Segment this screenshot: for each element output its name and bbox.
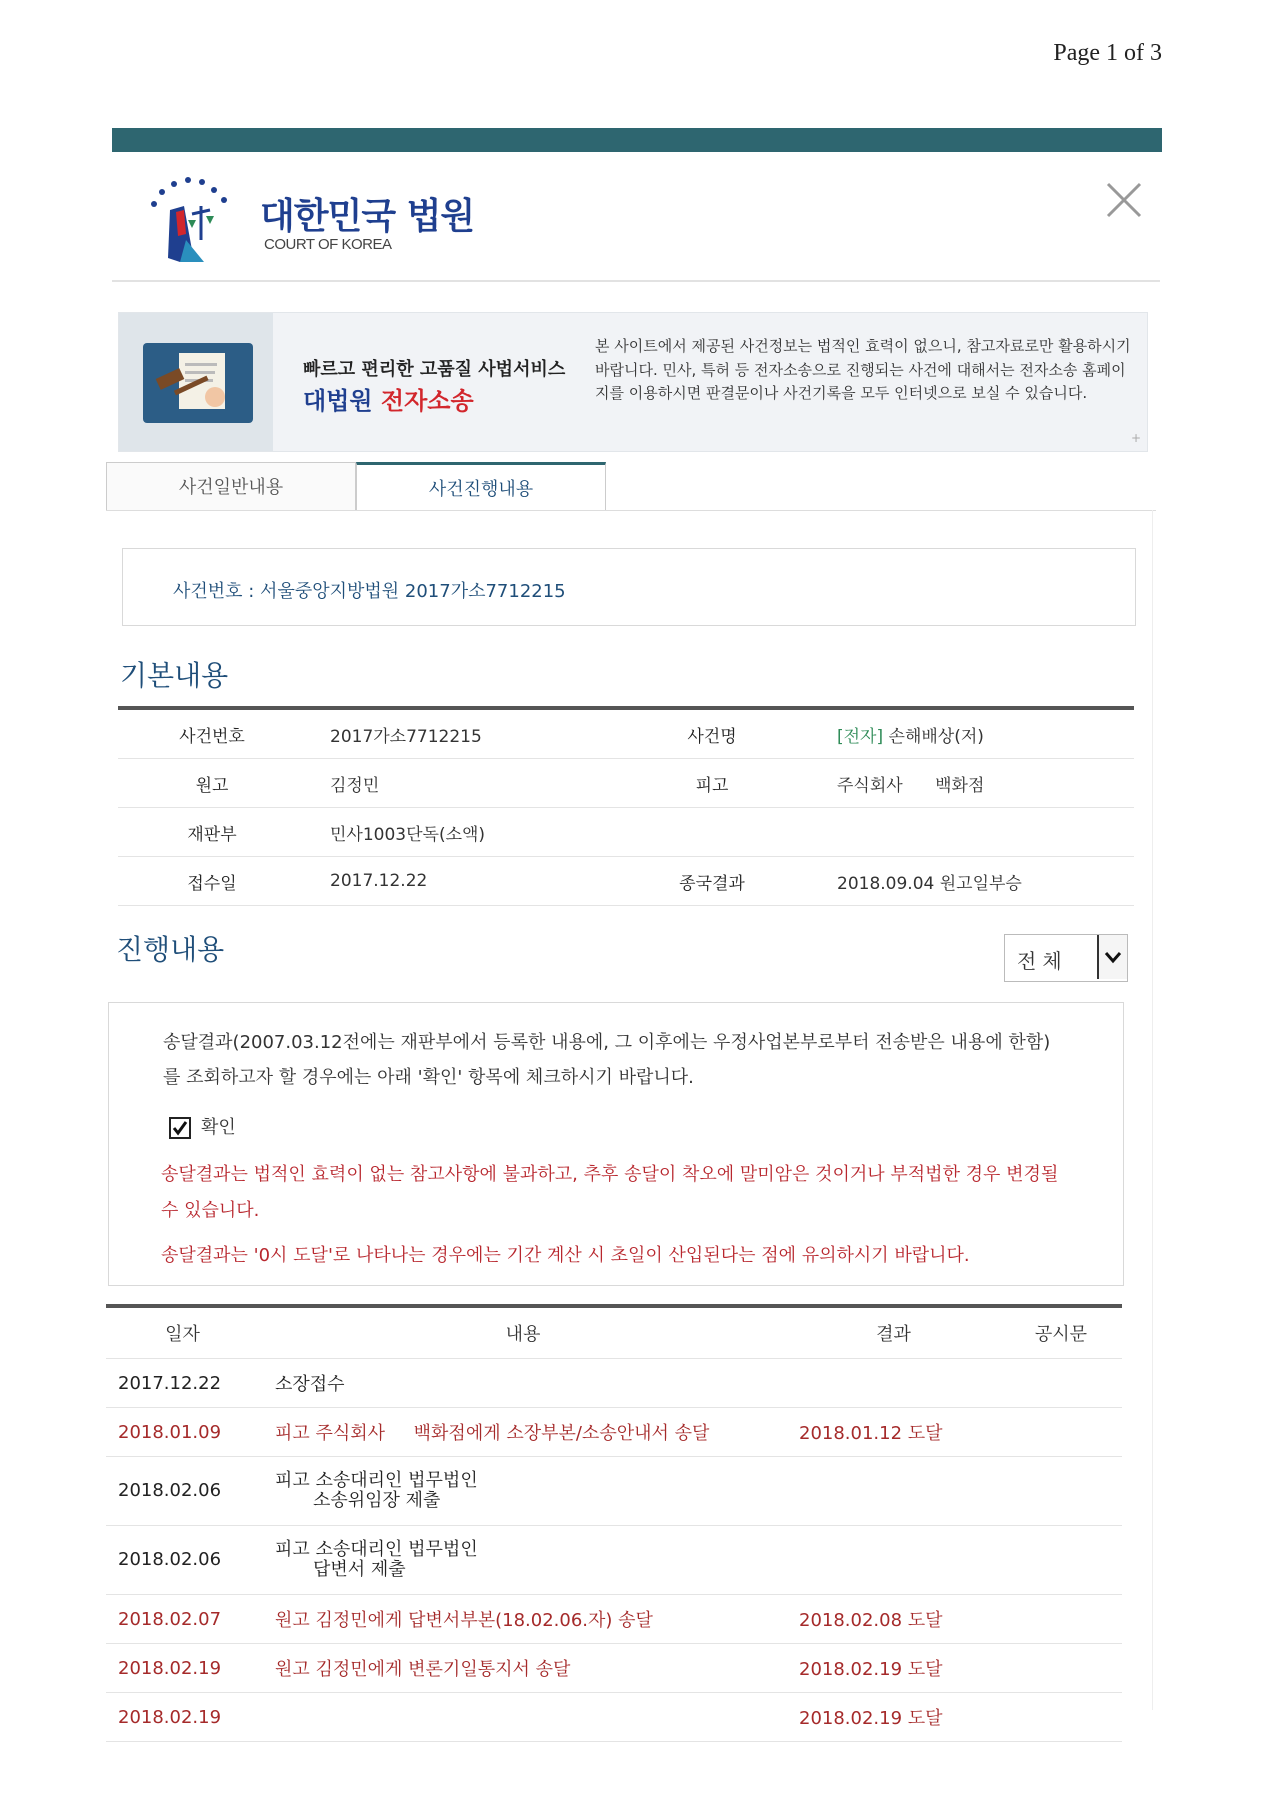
page-indicator: Page 1 of 3 — [1053, 40, 1162, 66]
logo-title-korean: 대한민국 법원 — [260, 196, 475, 237]
row-result: 2018.02.19 도달 — [787, 1644, 1000, 1693]
justice-emblem-icon — [140, 170, 248, 266]
row-content — [259, 1693, 787, 1742]
row-content: 피고 주식회사 백화점에게 소장부본/소송안내서 송달 — [259, 1408, 787, 1457]
basic-row — [118, 759, 1134, 808]
col-date: 일자 — [106, 1306, 259, 1359]
row-content — [259, 1457, 787, 1526]
logo-title-english: COURT OF KOREA — [264, 236, 392, 253]
col-result: 결과 — [787, 1306, 1000, 1359]
table-row — [106, 1644, 1122, 1693]
row-result: 2018.02.19 도달 — [787, 1693, 1000, 1742]
top-accent-bar — [112, 128, 1162, 152]
label-case-name: 사건명 — [611, 708, 813, 759]
banner-title-ecourt: 전자소송 — [380, 387, 474, 415]
row-content-line1: 피고 소송대리인 법무법인 — [275, 1539, 478, 1560]
row-content — [259, 1526, 787, 1595]
banner-tagline: 빠르고 편리한 고품질 사법서비스 — [303, 359, 566, 380]
filter-selected-value: 전체 — [1017, 949, 1068, 973]
label-court-division: 재판부 — [118, 808, 306, 857]
row-notice — [1000, 1595, 1122, 1644]
confirm-label: 확인 — [201, 1117, 236, 1138]
row-date: 2018.01.09 — [106, 1408, 259, 1457]
table-row — [106, 1693, 1122, 1742]
tab-panel-border — [106, 510, 1156, 511]
table-row — [106, 1457, 1122, 1526]
case-name-text: 손해배상(저) — [888, 726, 984, 747]
court-logo — [140, 170, 480, 270]
confirm-checkbox[interactable] — [169, 1117, 191, 1139]
label-plaintiff: 원고 — [118, 759, 306, 808]
header-divider — [112, 280, 1160, 282]
row-date: 2018.02.06 — [106, 1457, 259, 1526]
row-content-line2: 답변서 제출 — [313, 1559, 406, 1580]
table-row — [106, 1408, 1122, 1457]
case-number-text: 사건번호 : 서울중앙지방법원 2017가소7712215 — [173, 581, 566, 602]
banner-title — [303, 381, 474, 416]
basic-row — [118, 857, 1134, 906]
progress-filter-select[interactable] — [1004, 934, 1128, 982]
banner-title-court: 대법원 — [303, 387, 373, 415]
row-notice — [1000, 1526, 1122, 1595]
table-row — [106, 1595, 1122, 1644]
row-result — [787, 1526, 1000, 1595]
delivery-notice-box — [108, 1002, 1124, 1286]
row-content: 원고 김정민에게 변론기일통지서 송달 — [259, 1644, 787, 1693]
gavel-document-icon — [119, 313, 273, 451]
table-row — [106, 1526, 1122, 1595]
col-notice: 공시문 — [1000, 1306, 1122, 1359]
close-icon[interactable] — [1100, 176, 1148, 224]
checkmark-icon — [171, 1119, 189, 1137]
value-plaintiff: 김정민 — [306, 759, 611, 808]
row-notice — [1000, 1644, 1122, 1693]
value-case-name — [813, 708, 1134, 759]
col-content: 내용 — [259, 1306, 787, 1359]
tab-case-progress[interactable]: 사건진행내용 — [356, 462, 606, 511]
row-result: 2018.01.12 도달 — [787, 1408, 1000, 1457]
banner-illustration — [119, 313, 273, 451]
progress-title: 진행내용 — [116, 933, 225, 966]
row-result — [787, 1359, 1000, 1408]
tab-case-general[interactable]: 사건일반내용 — [106, 462, 356, 511]
value-case-number: 2017가소7712215 — [306, 708, 611, 759]
row-date: 2018.02.06 — [106, 1526, 259, 1595]
value-filing-date: 2017.12.22 — [306, 857, 611, 906]
empty-label — [611, 808, 813, 857]
row-date: 2018.02.19 — [106, 1644, 259, 1693]
label-case-number: 사건번호 — [118, 708, 306, 759]
value-court-division: 민사1003단독(소액) — [306, 808, 611, 857]
delivery-warning-2: 송달결과는 '0시 도달'로 나타나는 경우에는 기간 계산 시 초일이 산입된다는 점에 유의하시기 바랍니다. — [161, 1245, 970, 1266]
row-content: 소장접수 — [259, 1359, 787, 1408]
basic-info-table — [118, 706, 1134, 906]
row-notice — [1000, 1359, 1122, 1408]
delivery-warning-1: 송달결과는 법적인 효력이 없는 참고사항에 불과하고, 추후 송달이 착오에 말미암은 것이거나 부적법한 경우 변경될 수 있습니다. — [161, 1164, 1059, 1221]
progress-table — [106, 1304, 1122, 1742]
row-date: 2018.02.07 — [106, 1595, 259, 1644]
banner-notice-text: 본 사이트에서 제공된 사건정보는 법적인 효력이 없으니, 참고자료로만 활용하시기 바랍니다. 민사, 특허 등 전자소송으로 진행되는 사건에 대해서는 전자소송 홈페이지를 이용하시면 판결문이나 사건기록을 모두 인터넷으로 보실 수 있습니다. — [595, 337, 1131, 402]
value-defendant: 주식회사 백화점 — [813, 759, 1134, 808]
value-final-result: 2018.09.04 원고일부승 — [813, 857, 1134, 906]
row-content-line2: 소송위임장 제출 — [313, 1490, 441, 1511]
basic-info-title: 기본내용 — [120, 659, 229, 692]
label-final-result: 종국결과 — [611, 857, 813, 906]
row-result — [787, 1457, 1000, 1526]
row-content-line1: 피고 소송대리인 법무법인 — [275, 1470, 478, 1491]
row-date: 2018.02.19 — [106, 1693, 259, 1742]
row-notice — [1000, 1693, 1122, 1742]
chevron-down-icon[interactable] — [1097, 935, 1127, 979]
row-result: 2018.02.08 도달 — [787, 1595, 1000, 1644]
row-date: 2017.12.22 — [106, 1359, 259, 1408]
e-litigation-banner[interactable] — [118, 312, 1148, 452]
basic-row — [118, 708, 1134, 759]
row-notice — [1000, 1457, 1122, 1526]
tab-panel-right-border — [1152, 510, 1153, 1710]
row-notice — [1000, 1408, 1122, 1457]
table-row — [106, 1359, 1122, 1408]
empty-value — [813, 808, 1134, 857]
progress-header-row — [106, 1306, 1122, 1359]
basic-row — [118, 808, 1134, 857]
electronic-tag: [전자] — [837, 726, 884, 747]
row-content: 원고 김정민에게 답변서부본(18.02.06.자) 송달 — [259, 1595, 787, 1644]
case-number-box — [122, 548, 1136, 626]
banner-more-icon[interactable]: + — [1130, 431, 1141, 445]
delivery-notice-text: 송달결과(2007.03.12전에는 재판부에서 등록한 내용에, 그 이후에는 우정사업본부로부터 전송받은 내용에 한함) 를 조회하고자 할 경우에는 아래 '확인' 항목에 체크하시기 바랍니다. — [163, 1032, 1051, 1088]
label-defendant: 피고 — [611, 759, 813, 808]
label-filing-date: 접수일 — [118, 857, 306, 906]
